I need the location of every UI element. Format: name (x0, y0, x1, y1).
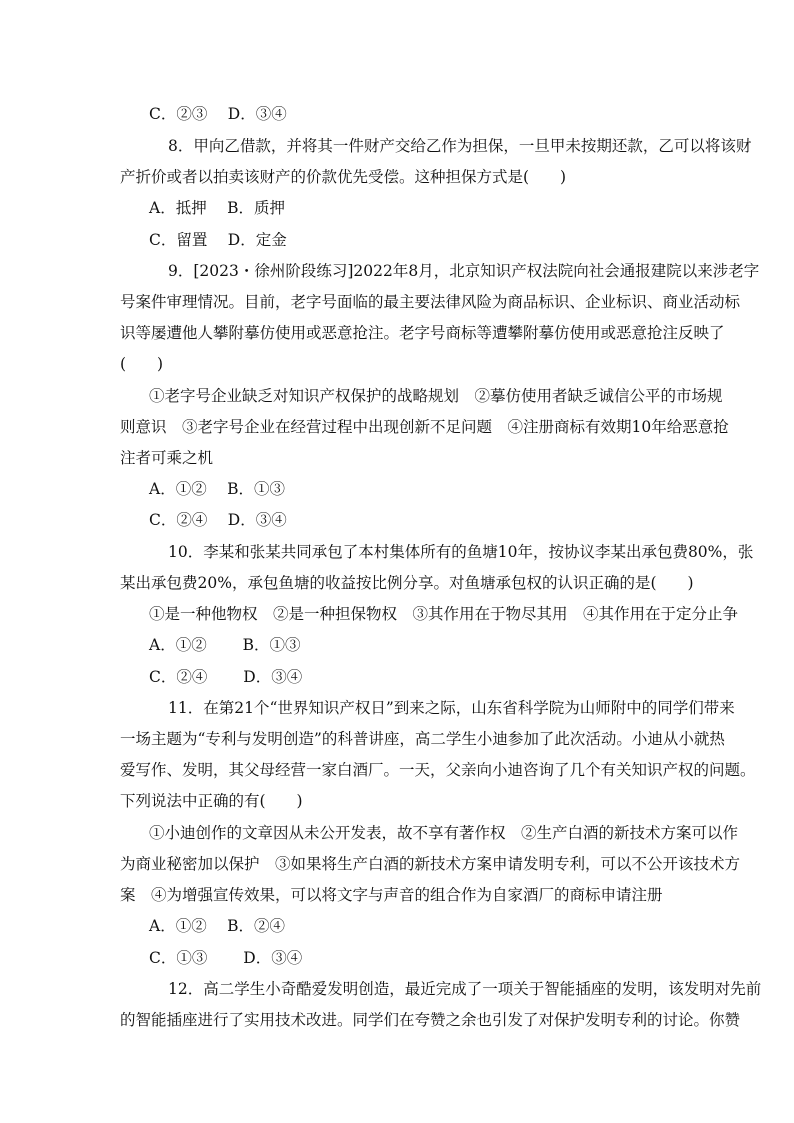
option-line: C．留置 D．定金 (149, 231, 287, 249)
question-11-text: 一场主题为“专利与发明创造”的科普讲座，高二学生小迪参加了此次活动。小迪从小就热 (120, 730, 725, 748)
statement-line: ①是一种他物权 ②是一种担保物权 ③其作用在于物尽其用 ④其作用在于定分止争 (149, 605, 739, 623)
question-10-text: 10．李某和张某共同承包了本村集体所有的鱼塘10年，按协议李某出承包费80%，张 (168, 543, 754, 561)
question-12-text: 12．高二学生小奇酷爱发明创造，最近完成了一项关于智能插座的发明，该发明对先前 (168, 980, 762, 998)
question-9-text: ( ) (120, 355, 164, 373)
question-9-text: 识等屡遭他人攀附摹仿使用或恶意抢注。老字号商标等遭攀附摹仿使用或恶意抢注反映了 (120, 324, 725, 342)
statement-line: 案 ④为增强宣传效果，可以将文字与声音的组合作为自家酒厂的商标申请注册 (120, 886, 663, 904)
option-line: A．抵押 B．质押 (149, 199, 286, 217)
option-line: A．①② B．②④ (149, 917, 286, 935)
option-line: A．①② B．①③ (149, 480, 286, 498)
option-line: A．①② B．①③ (149, 636, 301, 654)
statement-line: ①小迪创作的文章因从未公开发表，故不享有著作权 ②生产白酒的新技术方案可以作 (149, 824, 739, 842)
question-8-text: 产折价或者以拍卖该财产的价款优先受偿。这种担保方式是( ) (120, 168, 567, 186)
option-line: C．①③ D．③④ (149, 949, 303, 967)
option-line: C．②④ D．③④ (149, 668, 303, 686)
statement-line: 注者可乘之机 (120, 449, 214, 467)
question-8-text: 8．甲向乙借款，并将其一件财产交给乙作为担保，一旦甲未按期还款，乙可以将该财 (168, 137, 752, 155)
question-9-text: 号案件审理情况。目前，老字号面临的最主要法律风险为商品标识、企业标识、商业活动标 (120, 293, 741, 311)
question-12-text: 的智能插座进行了实用技术改进。同学们在夸赞之余也引发了对保护发明专利的讨论。你赞 (120, 1011, 741, 1029)
statement-line: 则意识 ③老字号企业在经营过程中出现创新不足问题 ④注册商标有效期10年给恶意抢 (120, 418, 729, 436)
question-11-text: 下列说法中正确的有( ) (120, 792, 303, 810)
statement-line: 为商业秘密加以保护 ③如果将生产白酒的新技术方案申请发明专利，可以不公开该技术方 (120, 855, 741, 873)
question-11-text: 爱写作、发明，其父母经营一家白酒厂。一天，父亲向小迪咨询了几个有关知识产权的问题。 (120, 761, 756, 779)
option-line: C．②③ D．③④ (149, 105, 287, 123)
statement-line: ①老字号企业缺乏对知识产权保护的战略规划 ②摹仿使用者缺乏诚信公平的市场规 (149, 387, 723, 405)
question-11-text: 11．在第21个“世界知识产权日”到来之际，山东省科学院为山师附中的同学们带来 (168, 699, 735, 717)
question-9-text: 9．[2023・徐州阶段练习]2022年8月，北京知识产权法院向社会通报建院以来涉老字 (168, 262, 760, 280)
question-10-text: 某出承包费20%，承包鱼塘的收益按比例分享。对鱼塘承包权的认识正确的是( ) (120, 574, 694, 592)
option-line: C．②④ D．③④ (149, 511, 287, 529)
